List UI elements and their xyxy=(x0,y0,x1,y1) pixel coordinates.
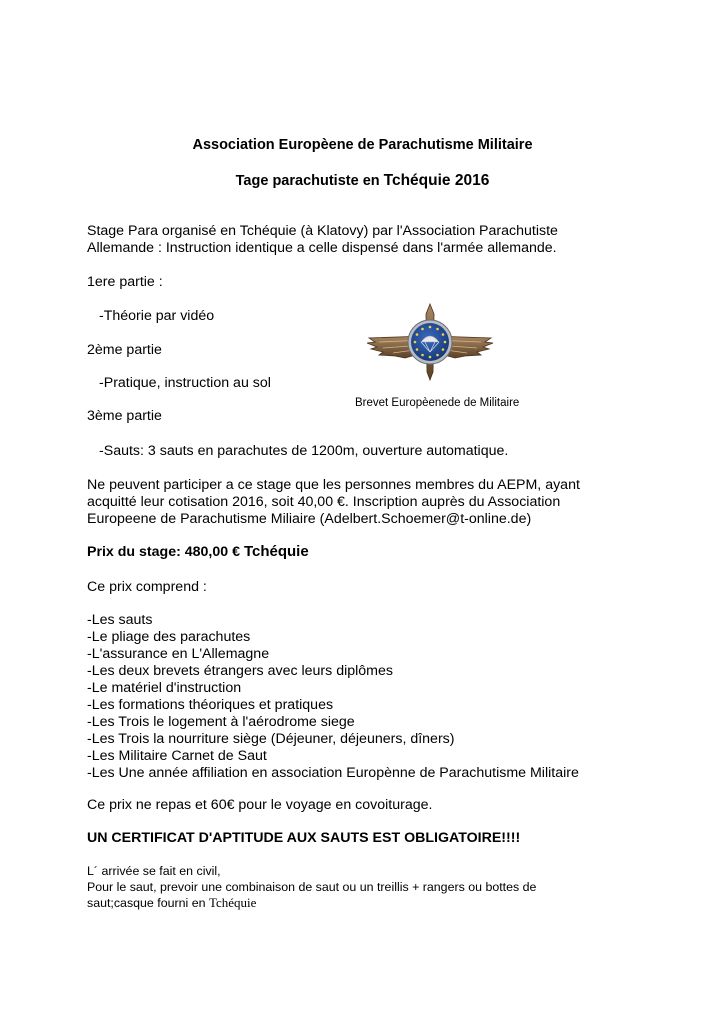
part2-item: -Pratique, instruction au sol xyxy=(99,375,271,391)
list-item: -Les Militaire Carnet de Saut xyxy=(87,748,267,764)
membership-line-2: acquitté leur cotisation 2016, soit 40,00 €. Inscription auprès du Association xyxy=(87,494,561,510)
part1-heading: 1ere partie : xyxy=(87,274,163,290)
part3-item: -Sauts: 3 sauts en parachutes de 1200m, ouverture automatique. xyxy=(99,443,509,459)
parachute-wings-badge-icon xyxy=(365,302,495,382)
list-item: -Le pliage des parachutes xyxy=(87,629,251,645)
arrival-line-1: L´ arrivée se fait en civil, xyxy=(87,864,221,878)
part1-item: -Théorie par vidéo xyxy=(99,308,215,324)
subtitle-country: Tchéquie 2016 xyxy=(383,172,490,189)
badge-caption: Brevet Europèenede de Militaire xyxy=(355,397,520,409)
arrival-line-3 xyxy=(87,895,256,911)
list-item: -Les formations théoriques et pratiques xyxy=(87,697,334,713)
price-prefix: Prix du stage: 480,00 € xyxy=(87,544,244,560)
part3-heading: 3ème partie xyxy=(87,408,162,424)
intro-line-1: Stage Para organisé en Tchéquie (à Klatovy) par l'Association Parachutiste xyxy=(87,223,558,239)
price-line xyxy=(87,543,309,561)
membership-line-1: Ne peuvent participer a ce stage que les personnes membres du AEPM, ayant xyxy=(87,477,580,493)
includes-heading: Ce prix comprend : xyxy=(87,579,207,595)
arrival-line-2: Pour le saut, prevoir une combinaison de saut ou un treillis + rangers ou bottes de xyxy=(87,880,537,894)
list-item: -Les sauts xyxy=(87,612,153,628)
list-item: -Les Trois la nourriture siège (Déjeuner, déjeuners, dîners) xyxy=(87,731,455,747)
price-country: Tchéquie xyxy=(243,543,309,560)
part2-heading: 2ème partie xyxy=(87,342,162,358)
document-title: Association Europèene de Parachutisme Militaire xyxy=(192,137,533,153)
arrival-line-3-prefix: saut;casque fourni en xyxy=(87,896,209,910)
list-item: -Les Trois le logement à l'aérodrome siege xyxy=(87,714,355,730)
list-item: -L'assurance en L'Allemagne xyxy=(87,646,270,662)
list-item: -Les deux brevets étrangers avec leurs diplômes xyxy=(87,663,393,679)
document-subtitle xyxy=(0,172,725,190)
arrival-line-3-country: Tchéquie xyxy=(208,895,257,910)
intro-line-2: Allemande : Instruction identique a celle dispensé dans l'armée allemande. xyxy=(87,240,557,256)
subtitle-prefix: Tage parachutiste en xyxy=(235,173,384,189)
travel-note: Ce prix ne repas et 60€ pour le voyage en covoiturage. xyxy=(87,797,433,813)
list-item: -Les Une année affiliation en association Europènne de Parachutisme Militaire xyxy=(87,765,579,781)
certificate-warning: UN CERTIFICAT D'APTITUDE AUX SAUTS EST OBLIGATOIRE!!!! xyxy=(87,830,521,846)
membership-line-3: Europeene de Parachutisme Miliaire (Adelbert.Schoemer@t-online.de) xyxy=(87,511,532,527)
list-item: -Le matériel d'instruction xyxy=(87,680,242,696)
